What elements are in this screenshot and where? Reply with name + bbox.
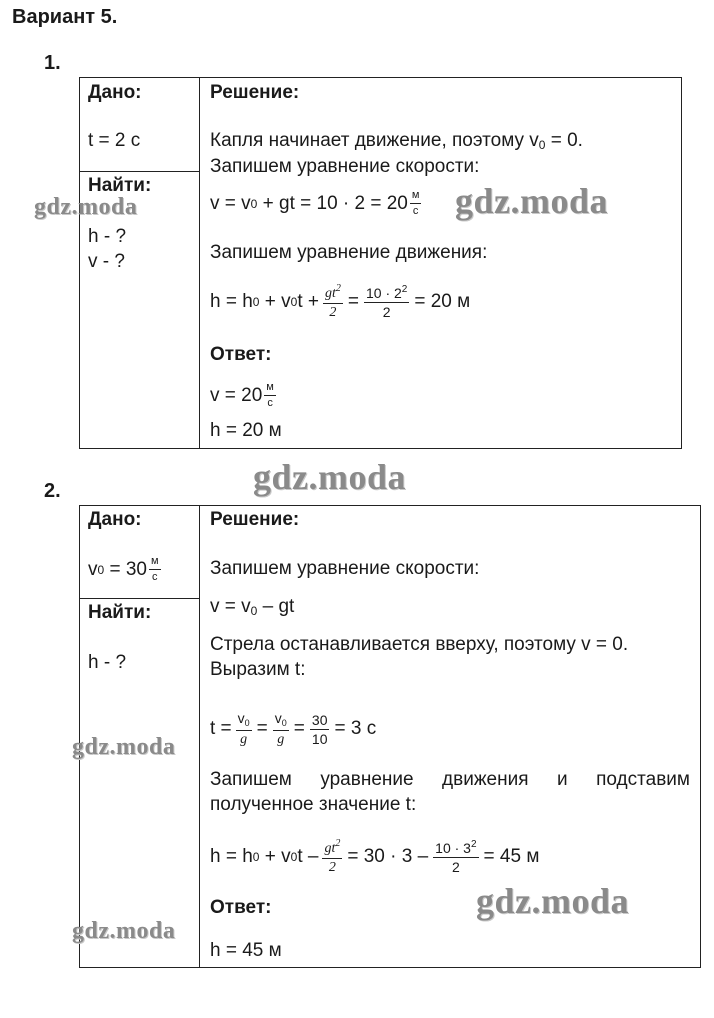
problem-1-number: 1. — [44, 52, 61, 74]
solution-line-justified: Запишем уравнение движения и подставим — [210, 769, 690, 790]
fraction: $\frac{gt^2}{2}$ — [324, 838, 341, 875]
fraction: $\frac{gt^2}{2}$ — [324, 283, 341, 320]
watermark: gdz.moda — [253, 457, 407, 497]
unit-fraction: $\frac{м}{с}$ — [411, 189, 420, 217]
fraction: $\frac{10 \cdot 3^2}{2}$ — [435, 839, 477, 875]
given-header: Дано: — [88, 509, 142, 530]
fraction: $\frac{v_0}{g}$ — [237, 710, 250, 747]
velocity-equation: $v = v_0$ – gt — [210, 596, 295, 618]
solution-header: Решение: — [210, 509, 300, 530]
solution-header: Решение: — [210, 82, 300, 103]
fraction: $\frac{v_0}{g}$ — [274, 710, 287, 747]
given-value: v 0 = 30 $\frac{м}{с}$ — [88, 555, 159, 583]
answer-header: Ответ: — [210, 897, 272, 918]
problem-2-number: 2. — [44, 480, 61, 502]
watermark: gdz.moda — [72, 918, 176, 944]
fraction: $\frac{30}{10}$ — [311, 711, 328, 747]
find-item: v - ? — [88, 251, 125, 272]
find-header: Найти: — [88, 175, 152, 196]
solution-line: Капля начинает движение, поэтому $v_0 = 0$. — [210, 130, 583, 152]
page-title: Вариант 5. — [12, 6, 118, 28]
answer-header: Ответ: — [210, 344, 272, 365]
unit-fraction: $\frac{м}{с}$ — [150, 555, 159, 583]
motion-equation: h = h 0 + v 0 t + $\frac{gt^2}{2}$ = $\frac{10 \cdot 2^2}{2}$ = 20 м — [210, 283, 471, 320]
answer-line: v = 20 $\frac{м}{с}$ — [210, 381, 274, 409]
watermark: gdz.moda — [476, 881, 630, 921]
fraction: $\frac{10 \cdot 2^2}{2}$ — [365, 284, 408, 320]
watermark: gdz.moda — [455, 181, 609, 221]
motion-equation: h = h 0 + v 0 t – $\frac{gt^2}{2}$ = 30 · 3 – $\frac{10 \cdot 3^2}{2}$ = 45 м — [210, 838, 540, 875]
solution-line: Запишем уравнение скорости: — [210, 558, 480, 579]
velocity-equation: v = v 0 + gt = 10 · 2 = 20 $\frac{м}{с}$ — [210, 189, 420, 217]
problem-1-divider — [199, 77, 200, 449]
problem-2-divider — [199, 505, 200, 968]
find-item: h - ? — [88, 652, 127, 673]
answer-line: h = 45 м — [210, 940, 282, 961]
time-equation: t = $\frac{v_0}{g}$ = $\frac{v_0}{g}$ = $\frac{30}{10}$ = 3 с — [210, 710, 377, 747]
problem-2-given-divider — [79, 598, 200, 599]
solution-line: Стрела останавливается вверху, поэтому v = 0. — [210, 634, 629, 655]
given-header: Дано: — [88, 82, 142, 103]
problem-1-given-divider — [79, 171, 200, 172]
solution-line: Запишем уравнение движения: — [210, 242, 488, 263]
watermark: gdz.moda — [34, 194, 138, 220]
answer-line: h = 20 м — [210, 420, 282, 441]
solution-line: Запишем уравнение скорости: — [210, 156, 480, 177]
watermark: gdz.moda — [72, 734, 176, 760]
unit-fraction: $\frac{м}{с}$ — [266, 381, 274, 409]
solution-line: полученное значение t: — [210, 794, 417, 815]
given-value: t = 2 с — [88, 130, 141, 151]
find-item: h - ? — [88, 226, 127, 247]
solution-line: Выразим t: — [210, 659, 306, 680]
find-header: Найти: — [88, 602, 152, 623]
